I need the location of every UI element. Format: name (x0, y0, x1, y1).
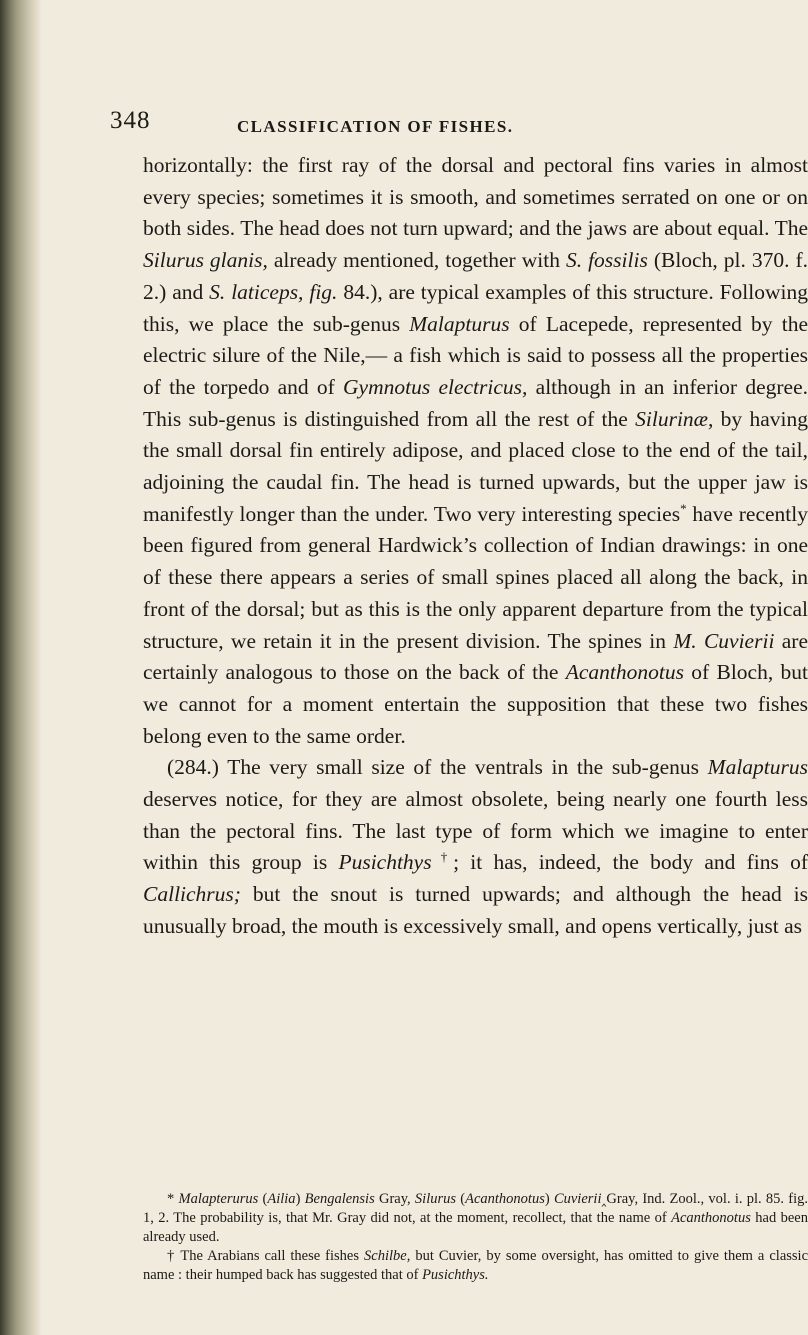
text-run: 84.), are typical examples of this structure. Following this, we place the sub-genus (143, 279, 808, 336)
text-run: ‸Gray, Ind. Zool., vol. i. pl. 85. fig. 1, 2. The probability is, that Mr. Gray did not, at the moment, recollect, that the name of (143, 1191, 808, 1226)
italic-term: Acanthonotus (465, 1191, 545, 1207)
text-run: ; it has, indeed, the body and fins of (453, 850, 808, 875)
italic-term: Malapturus (707, 755, 808, 780)
italic-term: Schilbe, (364, 1248, 411, 1264)
text-run: already mentioned, together with (267, 248, 566, 273)
text-run: but the snout is turned upwards; and although the head is unusually broad, the mouth is excessively small, and opens vertically, just as (143, 882, 808, 938)
footnote-marker: * (680, 500, 687, 516)
text-run: Gray, (374, 1191, 415, 1207)
running-title: CLASSIFICATION OF FISHES. (237, 117, 514, 136)
italic-term: S. fossilis (565, 248, 648, 273)
italic-term: S. laticeps, fig. (209, 279, 338, 304)
page-header (110, 107, 710, 147)
italic-term: Callichrus; (143, 882, 241, 907)
text-run: have recently been figured from general Hardwick’s collection of Indian drawings: in one of these there appears a series of small spines placed all along the back, in front of the dorsal; but as this is the only apparent departure from the typical structure, we retain it in the present division. The spines in (143, 501, 808, 653)
text-run: (284.) The very small size of the ventrals in the sub-genus (167, 755, 708, 780)
footnote-marker: † (431, 849, 454, 865)
text-run: (Bloch, pl. 370. f. 2.) and (143, 248, 808, 304)
italic-term: Malapturus (409, 311, 510, 336)
text-run: by having the small dorsal fin entirely adipose, and placed close to the end of the tail, adjoining the caudal fin. The head is turned upwards, but the upper jaw is manifestly longer than the under. Two very interesting species (143, 406, 808, 526)
footnote (143, 1247, 808, 1285)
footnote-mark: † (167, 1248, 181, 1264)
italic-term: M. Cuvierii (673, 628, 775, 653)
text-run: of Lacepede, represented by the electric silure of the Nile,— a fish which is said to possess all the properties of the torpedo and of (143, 311, 808, 399)
text-run: ) (544, 1191, 554, 1207)
footnote (143, 1190, 808, 1247)
italic-term: Pusichthys. (422, 1267, 489, 1283)
text-run: ) (295, 1191, 305, 1207)
paragraph (143, 752, 808, 942)
page-number: 348 (110, 107, 151, 134)
text-run: horizontally: the first ray of the dorsal and pectoral fins varies in almost every species; sometimes it is smooth, and sometimes serrated on one or on both sides. The head does not turn upward; and the jaws are about equal. The (143, 153, 808, 241)
text-run: The Arabians call these fishes (180, 1248, 365, 1264)
book-page (110, 0, 808, 1335)
italic-term: Silurus glanis, (143, 248, 268, 273)
book-gutter (0, 0, 42, 1335)
italic-term: Acanthonotus (565, 660, 684, 685)
italic-term: Gymnotus electricus, (343, 374, 528, 399)
italic-term: Silurinæ, (635, 406, 714, 431)
text-run: of Bloch, but we cannot for a moment entertain the supposition that these two fishes belong even to the same order. (143, 660, 808, 748)
text-run: ( (258, 1191, 268, 1207)
text-run: deserves notice, for they are almost obsolete, being nearly one fourth less than the pectoral fins. The last type of form which we imagine to enter within this group is (143, 787, 808, 875)
text-run: but Cuvier, by some oversight, has omitted to give them a classic name : their humped back has suggested that of (143, 1248, 808, 1283)
footnote-mark: * (167, 1191, 179, 1207)
italic-term: Acanthonotus (671, 1210, 751, 1226)
italic-term: Bengalensis (304, 1191, 375, 1207)
text-run: although in an inferior degree. This sub-genus is distinguished from all the rest of the (143, 374, 808, 431)
paragraph (143, 150, 808, 752)
italic-term: Pusichthys (338, 850, 432, 875)
text-run: had been already used. (143, 1210, 808, 1245)
main-text (143, 150, 808, 943)
footnotes (143, 1190, 808, 1285)
italic-term: Ailia (267, 1191, 296, 1207)
text-run: are certainly analogous to those on the back of the (143, 628, 808, 685)
italic-term: Silurus (414, 1191, 457, 1207)
text-run: ( (456, 1191, 466, 1207)
italic-term: Cuvierii (553, 1191, 602, 1207)
italic-term: Malapterurus (178, 1191, 259, 1207)
